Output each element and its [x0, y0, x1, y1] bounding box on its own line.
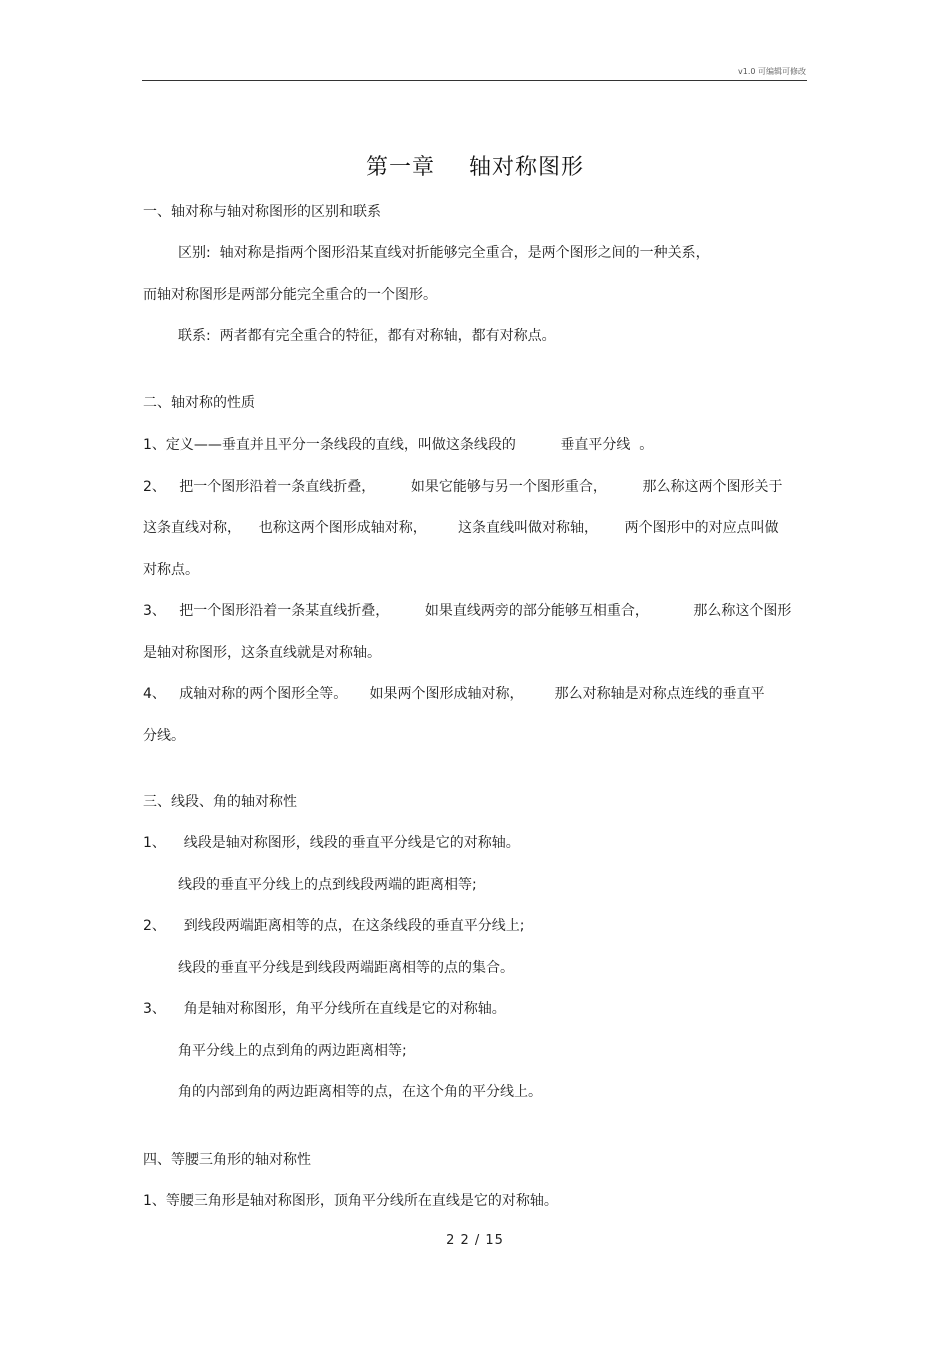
section1-difference-line2: 而轴对称图形是两部分能完全重合的一个图形。 [143, 287, 437, 303]
section2-item2-line2: 这条直线对称， 也称这两个图形成轴对称， 这条直线叫做对称轴， 两个图形中的对应点叫做 [143, 520, 779, 536]
section4-heading: 四、等腰三角形的轴对称性 [143, 1152, 311, 1168]
section3-item3-sub2: 角的内部到角的两边距离相等的点，在这个角的平分线上。 [178, 1084, 542, 1100]
section3-item3: 3、 角是轴对称图形，角平分线所在直线是它的对称轴。 [143, 1001, 506, 1017]
section3-heading: 三、线段、角的轴对称性 [143, 794, 297, 810]
chapter-name: 轴对称图形 [469, 155, 585, 180]
page-number: 2 2 / 15 [446, 1233, 504, 1248]
section4-item1: 1、等腰三角形是轴对称图形，顶角平分线所在直线是它的对称轴。 [143, 1193, 558, 1209]
section2-item4-line1: 4、 成轴对称的两个图形全等。 如果两个图形成轴对称， 那么对称轴是对称点连线的垂直平 [143, 686, 765, 702]
section2-item1: 1、定义——垂直并且平分一条线段的直线，叫做这条线段的 垂直平分线 。 [143, 437, 654, 453]
version-note: v1.0 可编辑可修改 [738, 67, 806, 76]
section2-item2-line1: 2、 把一个图形沿着一条直线折叠， 如果它能够与另一个图形重合， 那么称这两个图形关于 [143, 479, 783, 495]
section2-item3-line2: 是轴对称图形，这条直线就是对称轴。 [143, 645, 381, 661]
section3-item2: 2、 到线段两端距离相等的点，在这条线段的垂直平分线上; [143, 918, 525, 934]
section1-heading: 一、轴对称与轴对称图形的区别和联系 [143, 204, 381, 220]
section2-item4-line2: 分线。 [143, 728, 185, 744]
section3-item1-sub: 线段的垂直平分线上的点到线段两端的距离相等; [178, 877, 477, 893]
section2-item2-line3: 对称点。 [143, 562, 199, 578]
section1-difference-line1: 区别: 轴对称是指两个图形沿某直线对折能够完全重合，是两个图形之间的一种关系， [178, 245, 710, 261]
header-divider [142, 80, 807, 81]
section2-heading: 二、轴对称的性质 [143, 395, 255, 411]
chapter-number: 第一章 [365, 155, 435, 180]
section3-item2-sub: 线段的垂直平分线是到线段两端距离相等的点的集合。 [178, 960, 514, 976]
section3-item3-sub1: 角平分线上的点到角的两边距离相等; [178, 1043, 407, 1059]
chapter-title [0, 150, 950, 181]
section2-item3-line1: 3、 把一个图形沿着一条某直线折叠， 如果直线两旁的部分能够互相重合， 那么称这个图形 [143, 603, 792, 619]
section3-item1: 1、 线段是轴对称图形，线段的垂直平分线是它的对称轴。 [143, 835, 520, 851]
section1-relation: 联系: 两者都有完全重合的特征，都有对称轴，都有对称点。 [178, 328, 556, 344]
